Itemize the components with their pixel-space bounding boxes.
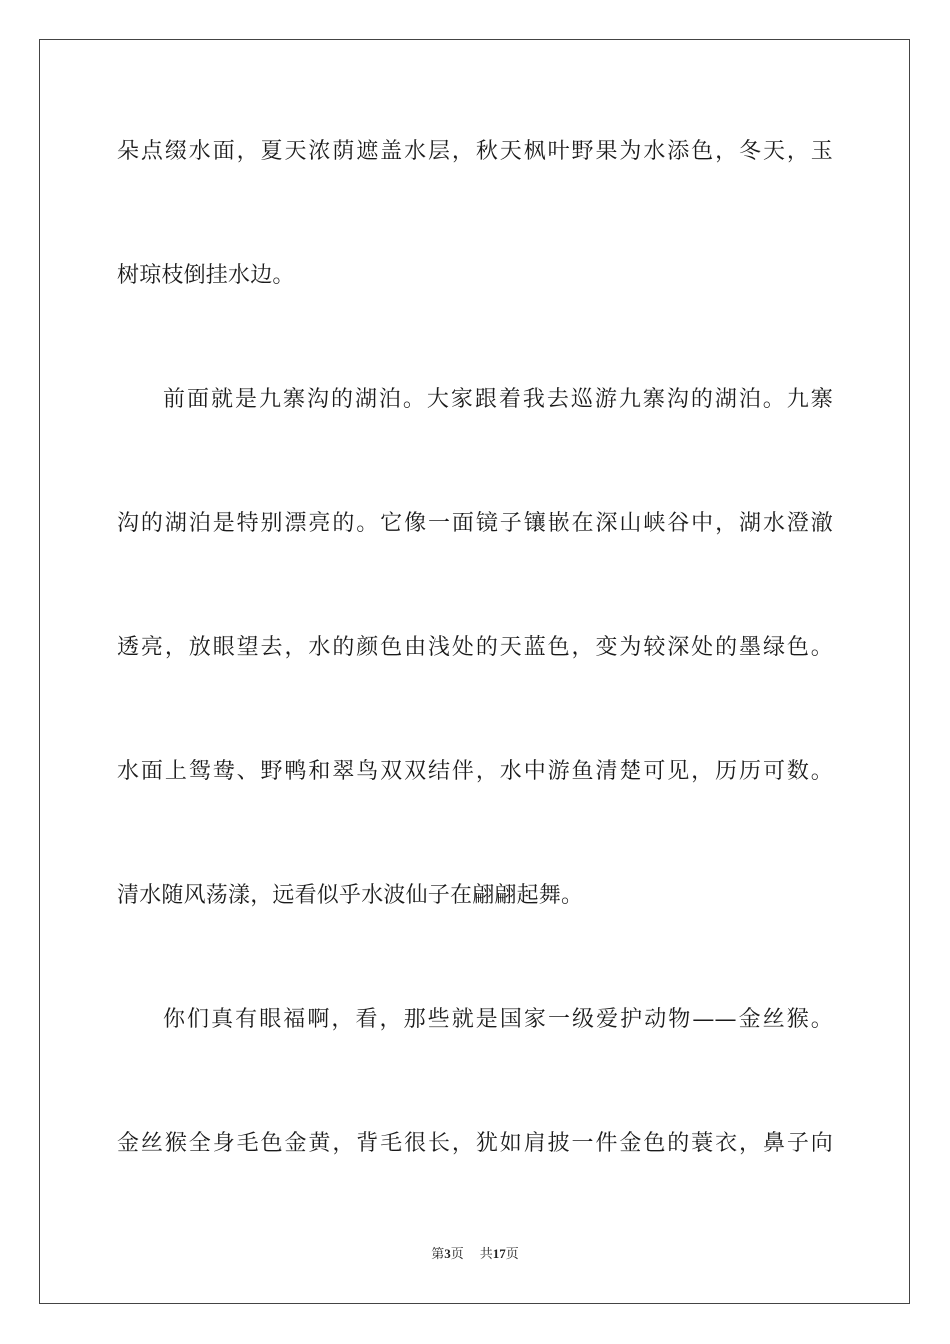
text-line-5: 透亮，放眼望去，水的颜色由浅处的天蓝色，变为较深处的墨绿色。	[117, 635, 833, 660]
text-line-8: 你们真有眼福啊，看，那些就是国家一级爱护动物——金丝猴。	[163, 1007, 833, 1032]
footer-page-suffix: 页	[450, 1246, 464, 1261]
footer-total-suffix: 页	[505, 1246, 519, 1261]
text-line-6: 水面上鸳鸯、野鸭和翠鸟双双结伴，水中游鱼清楚可见，历历可数。	[117, 759, 833, 784]
text-line-7: 清水随风荡漾，远看似乎水波仙子在翩翩起舞。	[117, 883, 584, 908]
footer-total-pages: 17	[492, 1246, 506, 1261]
footer-page-number: 3	[444, 1246, 451, 1261]
page-border	[39, 39, 910, 1304]
text-line-2: 树琼枝倒挂水边。	[117, 263, 295, 288]
footer-page-prefix: 第	[431, 1246, 445, 1261]
text-line-9: 金丝猴全身毛色金黄，背毛很长，犹如肩披一件金色的蓑衣，鼻子向	[117, 1131, 833, 1156]
page-footer	[0, 1245, 950, 1263]
footer-total-prefix: 共	[479, 1246, 493, 1261]
text-line-3: 前面就是九寨沟的湖泊。大家跟着我去巡游九寨沟的湖泊。九寨	[163, 387, 833, 412]
text-line-4: 沟的湖泊是特别漂亮的。它像一面镜子镶嵌在深山峡谷中，湖水澄澈	[117, 511, 833, 536]
text-line-1: 朵点缀水面，夏天浓荫遮盖水层，秋天枫叶野果为水添色，冬天，玉	[117, 139, 833, 164]
